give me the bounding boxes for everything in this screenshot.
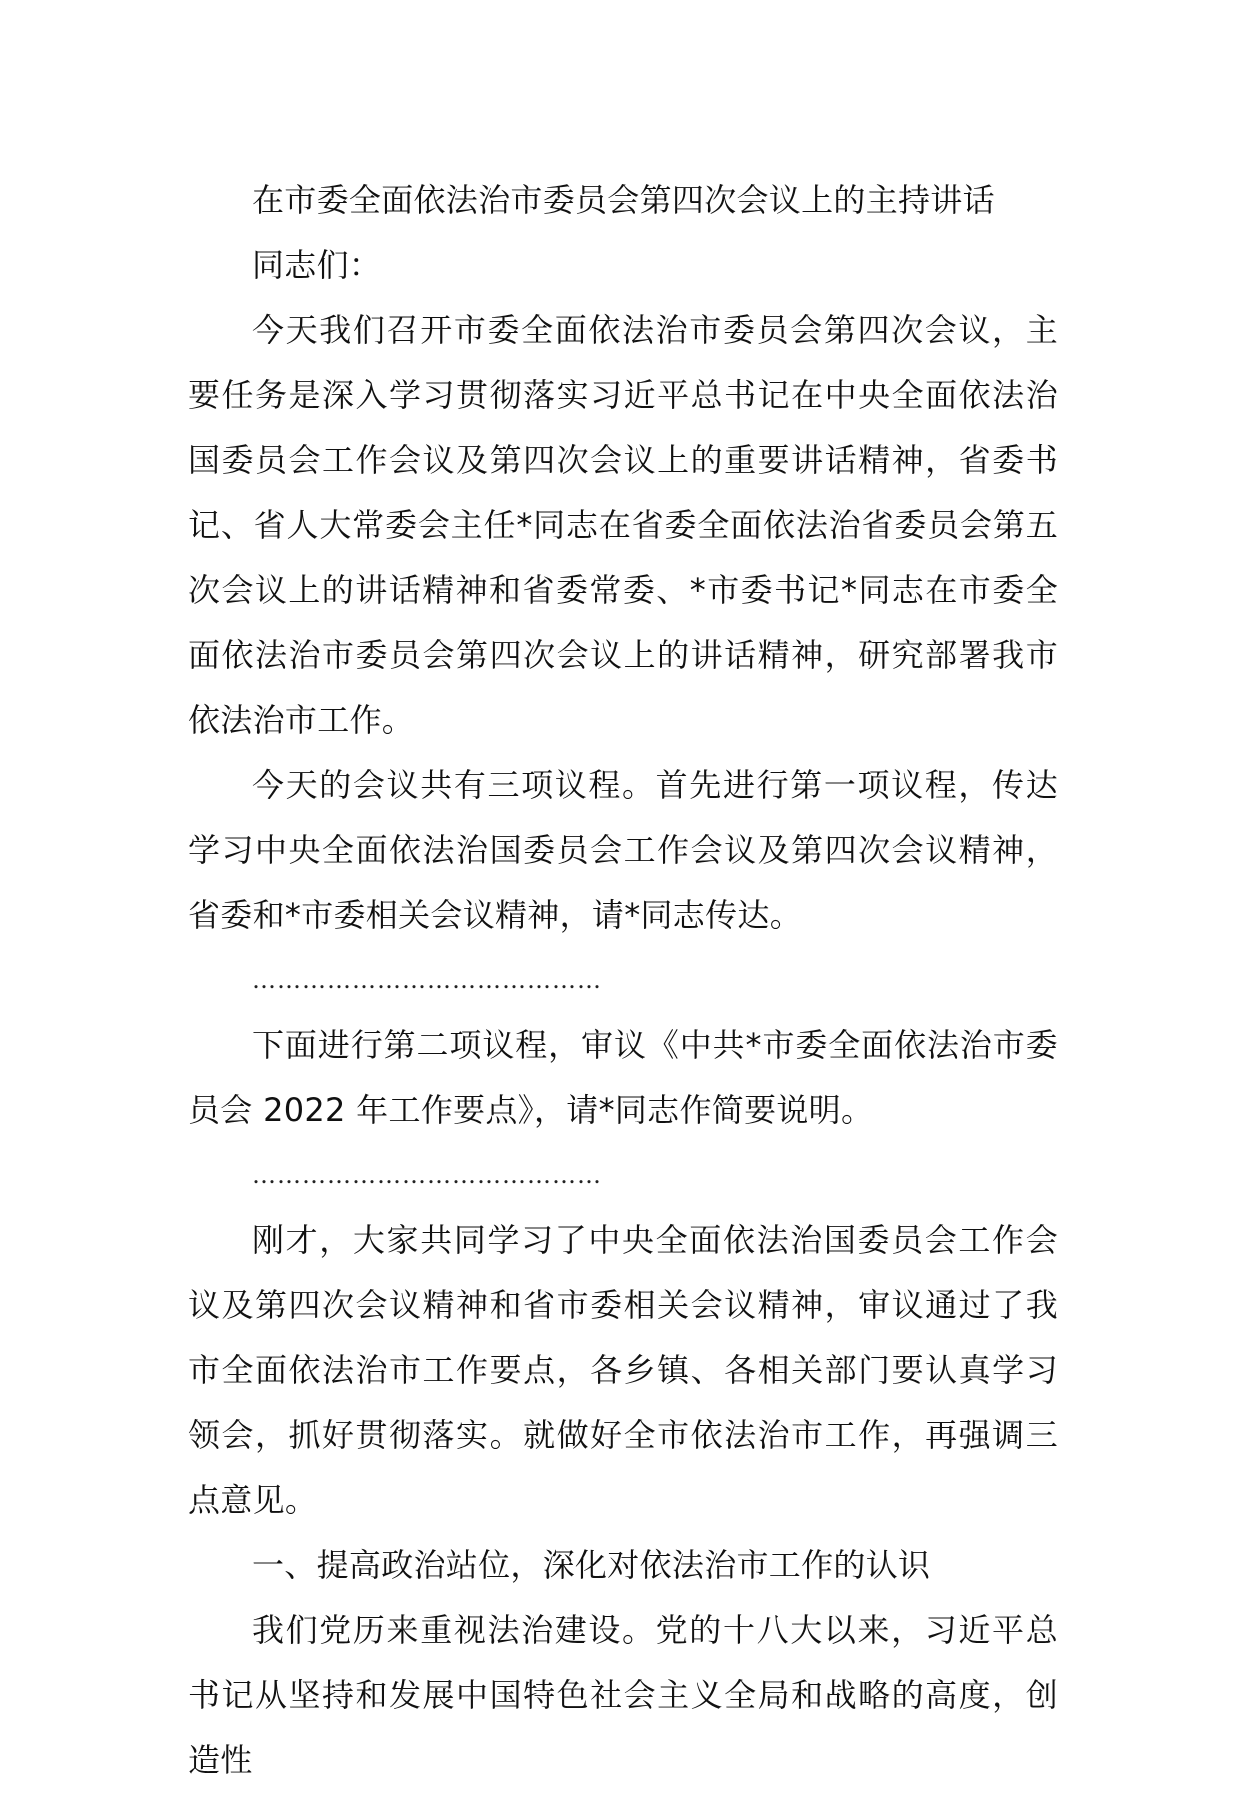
paragraph-section-one: 我们党历来重视法治建设。党的十八大以来，习近平总书记从坚持和发展中国特色社会主义全局和战略的高度，创造性 [188, 1611, 1058, 1779]
paragraph-agenda-two: 下面进行第二项议程，审议《中共*市委全面依法治市委员会 2022 年工作要点》，请*同志作简要说明。 [188, 1026, 1058, 1129]
ellipsis-separator: …………………………………… [252, 1161, 602, 1189]
ellipsis-separator: …………………………………… [252, 966, 602, 994]
paragraph-agenda-one: 今天的会议共有三项议程。首先进行第一项议程，传达学习中央全面依法治国委员会工作会议及第四次会议精神，省委和*市委相关会议精神，请*同志传达。 [188, 766, 1058, 934]
paragraph-summary: 刚才，大家共同学习了中央全面依法治国委员会工作会议及第四次会议精神和省市委相关会议精神，审议通过了我市全面依法治市工作要点，各乡镇、各相关部门要认真学习领会，抓好贯彻落实。就做好全市依法治市工作，再强调三点意见。 [188, 1221, 1058, 1519]
section-heading: 一、提高政治站位，深化对依法治市工作的认识 [252, 1546, 931, 1584]
salutation: 同志们： [252, 246, 382, 284]
document-body [188, 168, 1058, 1793]
document-title: 在市委全面依法治市委员会第四次会议上的主持讲话 [252, 181, 995, 219]
paragraph-intro: 今天我们召开市委全面依法治市委员会第四次会议，主要任务是深入学习贯彻落实习近平总书记在中央全面依法治国委员会工作会议及第四次会议上的重要讲话精神，省委书记、省人大常委会主任*同志在省委全面依法治省委员会第五次会议上的讲话精神和省委常委、*市委书记*同志在市委全面依法治市委员会第四次会议上的讲话精神，研究部署我市依法治市工作。 [188, 311, 1058, 739]
